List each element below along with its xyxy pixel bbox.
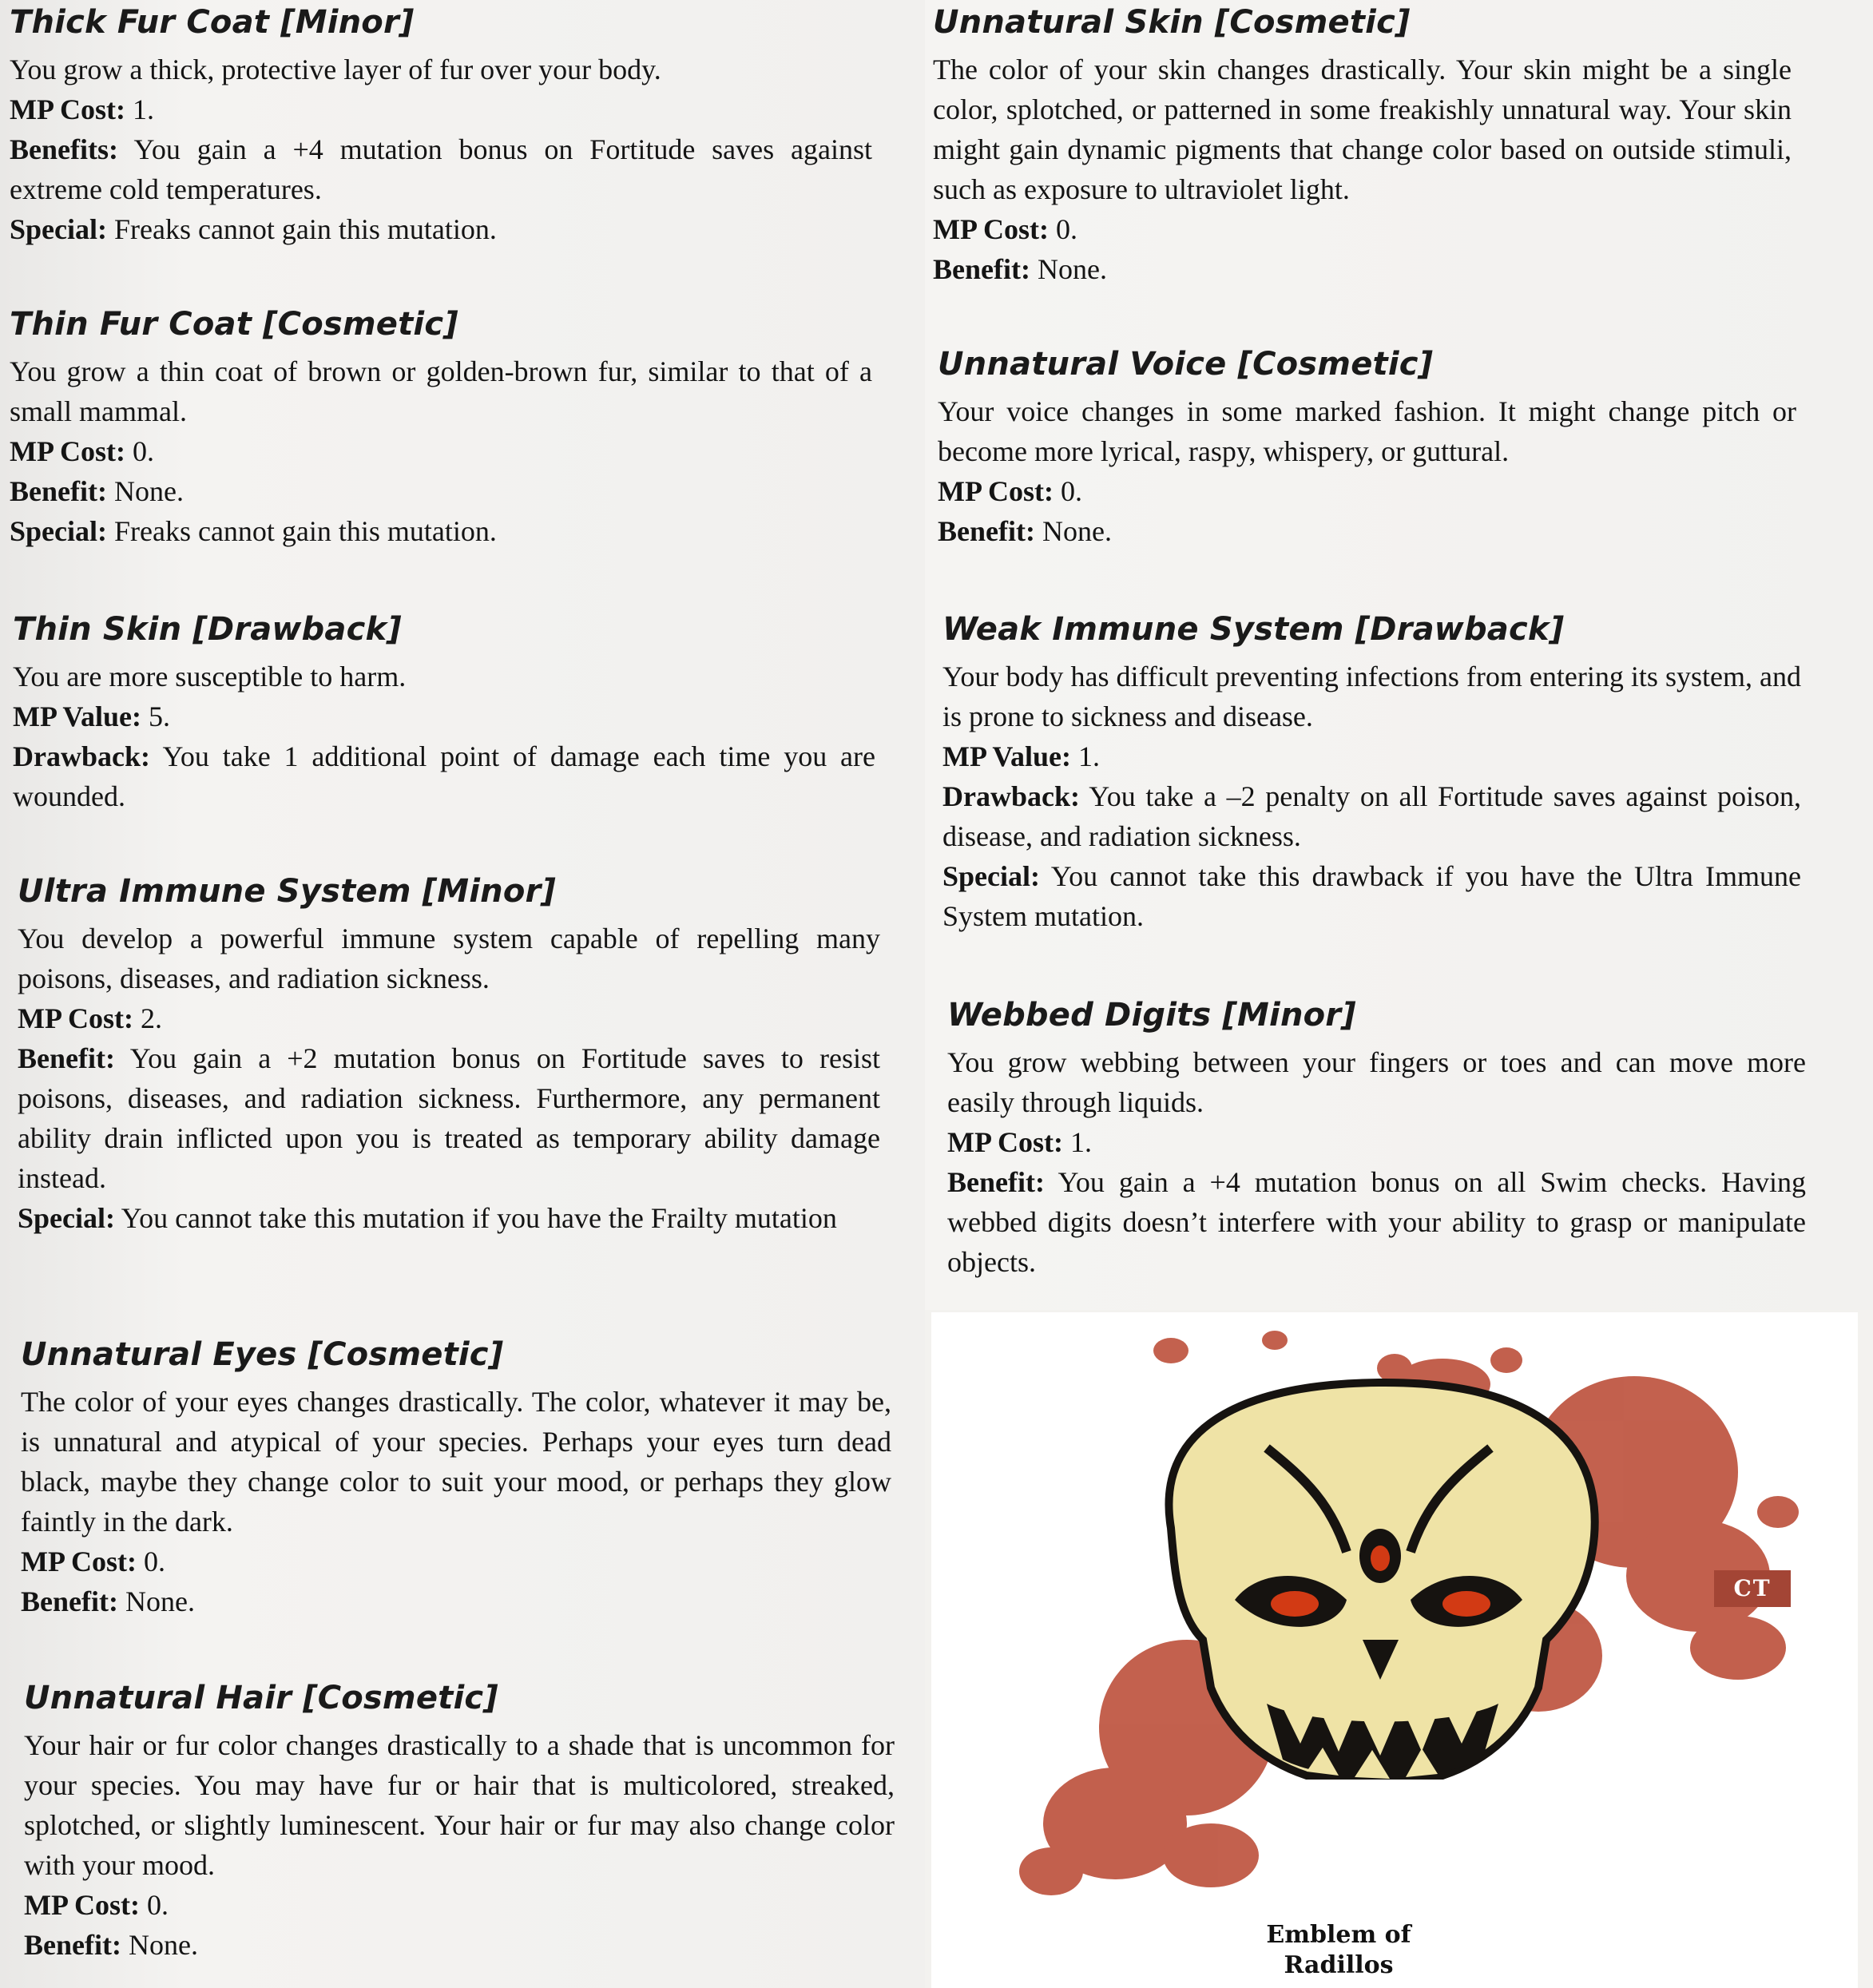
special-line (10, 511, 872, 551)
benefit-line (938, 511, 1796, 551)
right-eye-glow (1442, 1591, 1490, 1617)
entry-ultra-immune-system (18, 871, 880, 1238)
drawback-label: Drawback: (13, 740, 150, 772)
drawback-line (13, 736, 875, 816)
entry-thin-fur-coat (10, 304, 872, 551)
left-eye-glow (1271, 1591, 1319, 1617)
benefit-text: You gain a +2 mutation bonus on Fortitude saves to resist poisons, diseases, and radiation sickness. Furthermore, any permanent ability drain inflicted upon you is treated as temporary ability damage instead. (18, 1042, 880, 1194)
mp-cost-label: MP Cost: (938, 475, 1054, 507)
drawback-text: You take a –2 penalty on all Fortitude saves against poison, disease, and radiation sickness. (942, 780, 1801, 852)
mp-cost-label: MP Cost: (10, 93, 125, 125)
entry-description: You grow a thick, protective layer of fur over your body. (10, 54, 661, 85)
entry-description: The color of your skin changes drastically. Your skin might be a single color, splotched, or patterned in some freakishly unnatural way. Your skin might gain dynamic pigments that change color based on outside stimuli, such as exposure to ultraviolet light. (933, 54, 1792, 205)
mp-value: 5. (149, 700, 171, 732)
entry-description: You are more susceptible to harm. (13, 661, 407, 692)
mp-cost-line (10, 89, 872, 129)
entry-title: Unnatural Voice [Cosmetic] (938, 346, 1434, 383)
mp-value-label: MP Value: (942, 740, 1072, 772)
mp-cost-line (933, 209, 1792, 249)
benefit-line (21, 1581, 891, 1621)
benefit-text: You gain a +4 mutation bonus on all Swim checks. Having webbed digits doesn’t interfere with your ability to grasp or manipulate objects. (947, 1166, 1806, 1278)
figure-caption (1211, 1920, 1466, 1981)
special-label: Special: (10, 213, 107, 245)
entry-title: Thin Skin [Drawback] (13, 611, 402, 648)
mp-cost-line (10, 431, 872, 471)
entry-description: Your hair or fur color changes drastically to a shade that is uncommon for your species. You may have fur or hair that is multicolored, streaked, splotched, or slightly luminescent. Your hair or fur may also change color with your mood. (24, 1729, 895, 1881)
mp-cost-line (947, 1122, 1806, 1162)
benefit-line (10, 471, 872, 511)
entry-title: Thin Fur Coat [Cosmetic] (10, 306, 458, 343)
benefit-label: Benefit: (21, 1585, 118, 1617)
benefit-line (947, 1162, 1806, 1282)
special-text: Freaks cannot gain this mutation. (114, 515, 497, 547)
mp-cost-value: 2. (140, 1002, 162, 1034)
entry-thin-skin (13, 609, 875, 816)
benefit-line (18, 1038, 880, 1198)
mp-value: 1. (1078, 740, 1101, 772)
entry-weak-immune-system (942, 609, 1801, 936)
entry-title: Thick Fur Coat [Minor] (10, 4, 415, 41)
mp-cost-label: MP Cost: (933, 213, 1049, 245)
benefit-line (10, 129, 872, 209)
mp-cost-value: 0. (132, 435, 154, 467)
special-line (942, 856, 1801, 936)
benefit-label: Benefit: (24, 1929, 121, 1961)
entry-unnatural-voice (938, 343, 1796, 551)
mp-cost-label: MP Cost: (24, 1889, 140, 1921)
mp-cost-label: MP Cost: (18, 1002, 133, 1034)
emblem-figure (931, 1312, 1858, 1988)
entry-description: The color of your eyes changes drastically. The color, whatever it may be, is unnatural and atypical of your species. Perhaps your eyes turn dead black, maybe they change color to suit your mood, or perhaps they glow faintly in the dark. (21, 1386, 891, 1538)
benefit-label: Benefits: (10, 133, 118, 165)
entry-unnatural-hair (24, 1677, 895, 1965)
benefit-text: None. (1042, 515, 1112, 547)
caption-line-2: Radillos (1284, 1951, 1394, 1979)
mp-cost-line (21, 1542, 891, 1581)
entry-title: Webbed Digits [Minor] (947, 997, 1356, 1034)
caption-line-1: Emblem of (1266, 1921, 1411, 1949)
drawback-line (942, 776, 1801, 856)
special-label: Special: (942, 860, 1040, 892)
special-text: Freaks cannot gain this mutation. (114, 213, 497, 245)
drawback-text: You take 1 additional point of damage each time you are wounded. (13, 740, 875, 812)
mp-cost-line (18, 998, 880, 1038)
mp-cost-value: 1. (132, 93, 154, 125)
skull-emblem-illustration (931, 1312, 1858, 1988)
entry-description: Your body has difficult preventing infections from entering its system, and is prone to sickness and disease. (942, 661, 1801, 732)
benefit-label: Benefit: (933, 253, 1030, 285)
benefit-label: Benefit: (938, 515, 1035, 547)
mp-cost-line (938, 471, 1796, 511)
benefit-label: Benefit: (947, 1166, 1045, 1198)
benefit-line (24, 1925, 895, 1965)
benefit-line (933, 249, 1792, 289)
special-label: Special: (18, 1202, 115, 1234)
mp-cost-value: 1. (1069, 1126, 1092, 1158)
mp-cost-value: 0. (1060, 475, 1082, 507)
entry-description: You develop a powerful immune system capable of repelling many poisons, diseases, and radiation sickness. (18, 923, 880, 994)
mp-cost-label: MP Cost: (10, 435, 125, 467)
entry-unnatural-eyes (21, 1334, 891, 1621)
drawback-label: Drawback: (942, 780, 1080, 812)
entry-description: You grow a thin coat of brown or golden-brown fur, similar to that of a small mammal. (10, 355, 872, 427)
special-label: Special: (10, 515, 107, 547)
benefit-label: Benefit: (18, 1042, 115, 1074)
mp-cost-label: MP Cost: (21, 1546, 137, 1577)
entry-title: Unnatural Hair [Cosmetic] (24, 1680, 498, 1716)
benefit-text: None. (113, 475, 184, 507)
entry-title: Unnatural Skin [Cosmetic] (933, 4, 1411, 41)
mp-cost-value: 0. (143, 1546, 165, 1577)
ct-badge: CT (1714, 1570, 1791, 1607)
mp-cost-value: 0. (1055, 213, 1077, 245)
entry-title: Weak Immune System [Drawback] (942, 611, 1565, 648)
special-line (18, 1198, 880, 1238)
mp-value-line (13, 696, 875, 736)
mp-cost-label: MP Cost: (947, 1126, 1063, 1158)
entry-description: Your voice changes in some marked fashion. It might change pitch or become more lyrical, raspy, whispery, or guttural. (938, 395, 1796, 467)
special-line (10, 209, 872, 249)
entry-description: You grow webbing between your fingers or toes and can move more easily through liquids. (947, 1046, 1806, 1118)
benefit-label: Benefit: (10, 475, 107, 507)
benefit-text: You gain a +4 mutation bonus on Fortitude saves against extreme cold temperatures. (10, 133, 872, 205)
benefit-text: None. (1037, 253, 1107, 285)
entry-unnatural-skin (933, 2, 1792, 289)
benefit-text: None. (125, 1585, 195, 1617)
third-eye-glow (1371, 1546, 1390, 1571)
entry-title: Unnatural Eyes [Cosmetic] (21, 1336, 504, 1373)
mp-cost-line (24, 1885, 895, 1925)
entry-thick-fur-coat (10, 2, 872, 249)
mp-value-line (942, 736, 1801, 776)
benefit-text: None. (128, 1929, 198, 1961)
entry-webbed-digits (947, 994, 1806, 1282)
entry-title: Ultra Immune System [Minor] (18, 873, 556, 910)
special-text: You cannot take this mutation if you have the Frailty mutation (121, 1202, 837, 1234)
mp-value-label: MP Value: (13, 700, 142, 732)
special-text: You cannot take this drawback if you have the Ultra Immune System mutation. (942, 860, 1801, 932)
mp-cost-value: 0. (146, 1889, 169, 1921)
